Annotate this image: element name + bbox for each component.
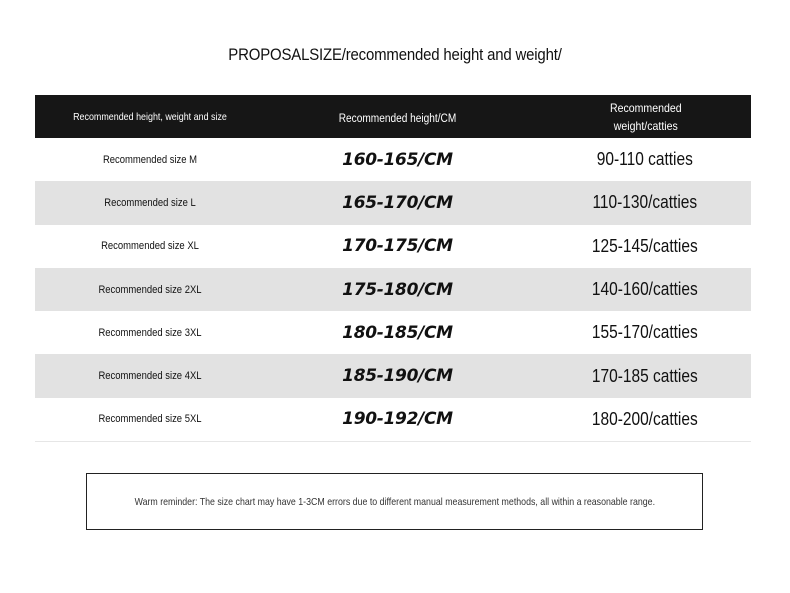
table-body (35, 138, 751, 441)
size-cell: Recommended size 5XL (98, 413, 202, 426)
table-row (35, 311, 751, 354)
size-cell: Recommended size XL (101, 240, 199, 253)
table-row (35, 268, 751, 311)
size-cell: Recommended size 4XL (98, 370, 202, 383)
weight-cell: 140-160/catties (591, 279, 698, 300)
reminder-box (86, 473, 703, 530)
size-table (35, 95, 751, 442)
height-cell: 165-170/CM (342, 192, 453, 213)
table-row (35, 398, 751, 441)
table-row (35, 225, 751, 268)
table-row (35, 354, 751, 397)
size-cell: Recommended size 3XL (98, 326, 202, 339)
height-cell: 190-192/CM (342, 409, 453, 430)
weight-cell: 110-130/catties (592, 192, 698, 213)
reminder-text: Warm reminder: The size chart may have 1-3CM errors due to different manual measurement methods, all within a reasonable range. (134, 495, 655, 508)
header-weight-line1: Recommended (609, 100, 682, 115)
weight-cell: 180-200/catties (591, 408, 698, 429)
height-cell: 180-185/CM (342, 322, 453, 343)
height-cell: 170-175/CM (342, 236, 453, 257)
size-cell: Recommended size L (104, 196, 196, 209)
header-height: Recommended height/CM (338, 112, 457, 125)
weight-cell: 170-185 catties (591, 365, 698, 386)
header-weight-line2: weight/catties (613, 118, 678, 133)
height-cell: 160-165/CM (342, 149, 453, 170)
weight-cell: 125-145/catties (591, 235, 698, 256)
header-weight (543, 99, 737, 135)
page-title: PROPOSALSIZE/recommended height and weight/ (228, 45, 562, 64)
height-cell: 185-190/CM (342, 366, 453, 387)
height-cell: 175-180/CM (342, 279, 453, 300)
table-row (35, 181, 751, 224)
table-header (35, 95, 751, 138)
header-size: Recommended height, weight and size (73, 110, 227, 123)
size-cell: Recommended size 2XL (98, 283, 202, 296)
table-row (35, 138, 751, 181)
size-cell: Recommended size M (102, 153, 198, 166)
weight-cell: 90-110 catties (596, 149, 693, 170)
weight-cell: 155-170/catties (591, 322, 698, 343)
table-divider (35, 441, 751, 442)
